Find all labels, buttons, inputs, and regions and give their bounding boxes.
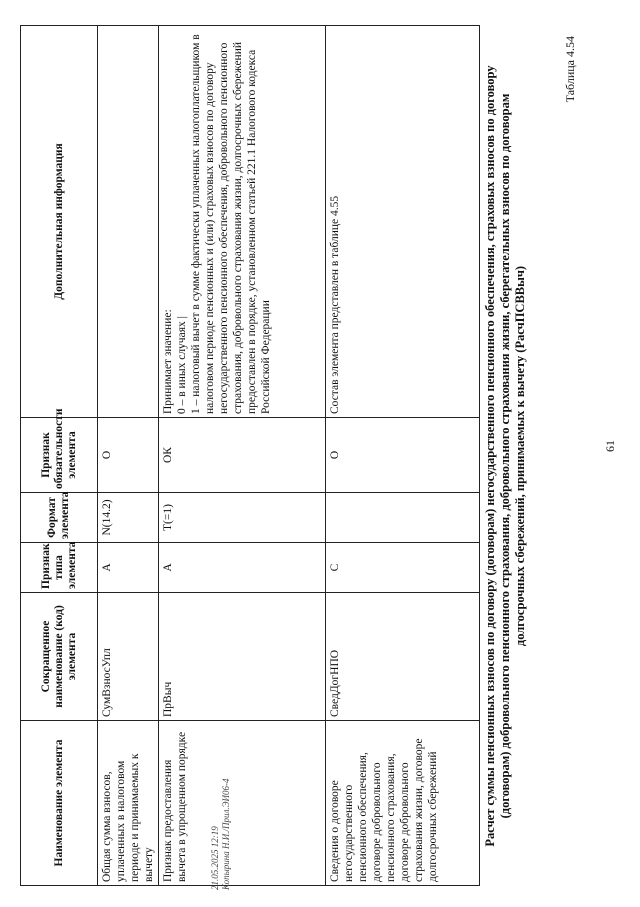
title-line: Расчет суммы пенсионных взносов по договору (договорам) негосударственного пенсионного обеспечения, страховых взносов по договору <box>483 65 497 847</box>
title-line: (договорам) добровольного пенсионного страхования, добровольного страхования жизни, сберегательных взносов по договорам <box>498 93 512 819</box>
header-type: Признак типа элемента <box>21 543 98 593</box>
table-row <box>326 26 480 886</box>
header-required: Признак обязательности элемента <box>21 418 98 493</box>
cell-code: ПрВыч <box>159 593 326 721</box>
cell-format <box>326 493 480 543</box>
cell-type: С <box>326 543 480 593</box>
cell-required: О <box>326 418 480 493</box>
footer-line: 21.05.2025 12:19 <box>210 826 220 890</box>
cell-name: Признак предоставления вычета в упрощенном порядке <box>159 721 326 886</box>
cell-required: О <box>98 418 159 493</box>
header-name: Наименование элемента <box>21 721 98 886</box>
header-info: Дополнительная информация <box>21 26 98 418</box>
header-format: Формат элемента <box>21 493 98 543</box>
footer-line: Копырина Н.И./Прил.ЭИ06-4 <box>221 778 231 890</box>
info-line: Состав элемента представлен в таблице 4.55 <box>329 195 341 414</box>
info-line: 1 – налоговый вычет в сумме фактически уплаченных налогоплательщиком в налоговом периоде пенсионных и (или) страховых взносов по договору негосударственного пенсионного обеспечения, добровольного пенсионного страхования, добровольного страхования жизни, долгосрочных сбережений предоставлен в порядке, установленном статьей 221.1 Налогового кодекса Российской Федерации <box>190 34 272 414</box>
cell-info <box>159 26 326 418</box>
header-row <box>21 26 98 886</box>
cell-code: СведДогНПО <box>326 593 480 721</box>
cell-info <box>98 26 159 418</box>
cell-format: N(14.2) <box>98 493 159 543</box>
header-code: Сокращенное наименование (код) элемента <box>21 593 98 721</box>
cell-info <box>326 26 480 418</box>
element-table <box>20 25 480 886</box>
info-line: Принимает значение: <box>162 309 174 414</box>
cell-name: Общая сумма взносов, уплаченных в налоговом периоде и принимаемых к вычету <box>98 721 159 886</box>
table-row <box>98 26 159 886</box>
title-line: долгосрочных сбережений, принимаемых к вычету (РасчПСВВыч) <box>513 265 527 647</box>
footer-stamp <box>210 740 244 890</box>
cell-type: А <box>98 543 159 593</box>
cell-code: СумВзносУпл <box>98 593 159 721</box>
rotated-sheet <box>20 26 620 886</box>
info-line: 0 – в иных случаях | <box>176 316 188 414</box>
page-number: 61 <box>603 440 617 452</box>
table-label: Таблица 4.54 <box>563 36 577 103</box>
cell-format: T(=1) <box>159 493 326 543</box>
table-title <box>483 31 528 881</box>
cell-name: Сведения о договоре негосударственного пенсионного обеспечения, договоре добровольного пенсионного страхования, договоре добровольного страхования жизни, договоре долгосрочных сбережений <box>326 721 480 886</box>
cell-type: А <box>159 543 326 593</box>
cell-required: ОК <box>159 418 326 493</box>
